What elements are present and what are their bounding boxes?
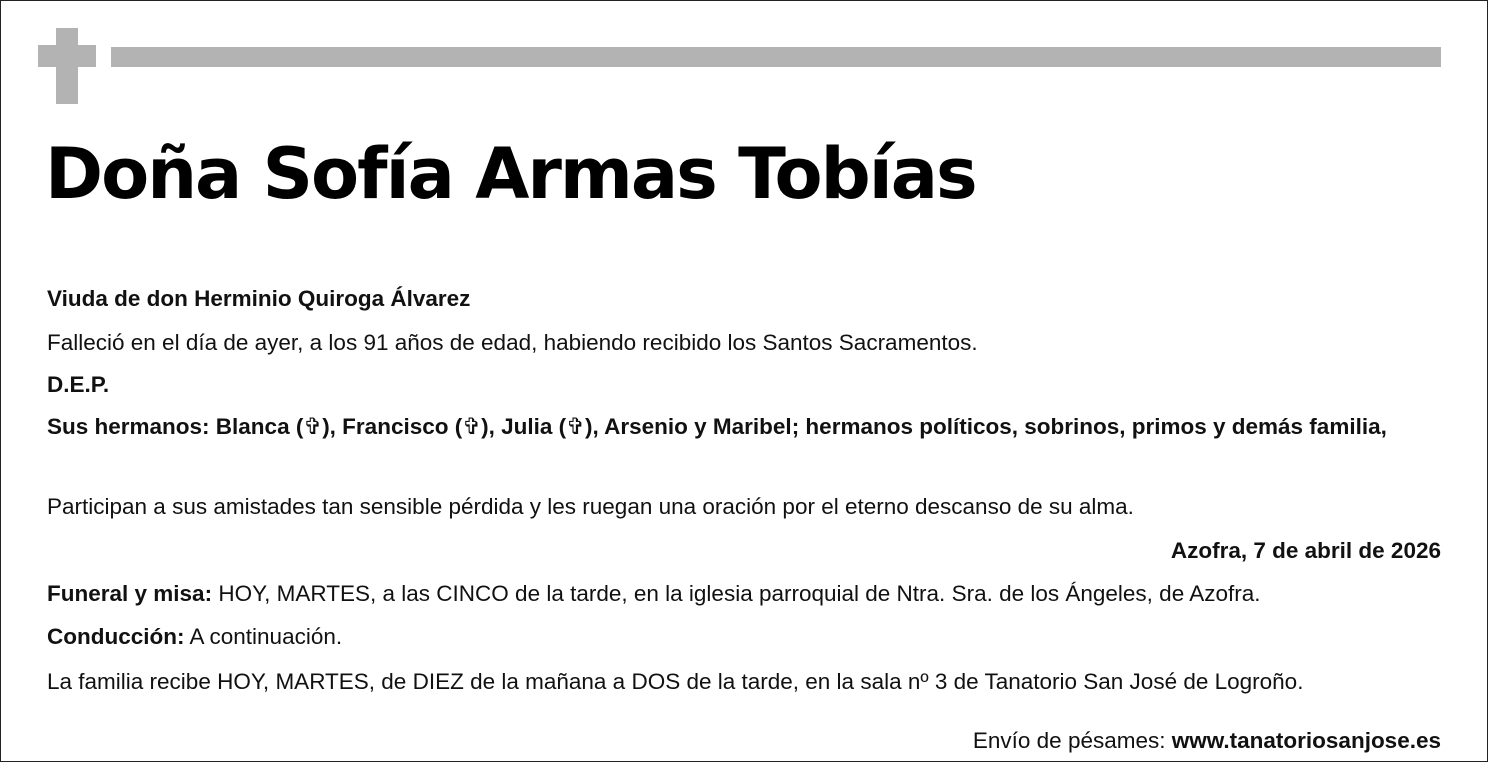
condolences-label: Envío de pésames:	[972, 728, 1172, 753]
sibling-text: Blanca (	[215, 414, 304, 439]
header-rule	[111, 47, 1441, 67]
dep-line: D.E.P.	[47, 372, 110, 397]
deceased-cross-icon: ✞	[566, 414, 585, 439]
widow-line: Viuda de don Herminio Quiroga Álvarez	[47, 286, 471, 311]
deceased-cross-icon: ✞	[462, 414, 482, 439]
condolences-link[interactable]: www.tanatoriosanjose.es	[1171, 728, 1441, 753]
deceased-cross-icon: ✞	[303, 414, 323, 439]
funeral-text: HOY, MARTES, a las CINCO de la tarde, en la iglesia parroquial de Ntra. Sra. de los Ángeles, de Azofra.	[212, 581, 1261, 606]
conduction-line	[47, 622, 342, 652]
cross-icon-arm	[38, 45, 96, 67]
family-line: La familia recibe HOY, MARTES, de DIEZ de la mañana a DOS de la tarde, en la sala nº 3 de Tanatorio San José de Logroño.	[47, 669, 1304, 694]
place-date: Azofra, 7 de abril de 2026	[1170, 538, 1441, 563]
deceased-name: Doña Sofía Armas Tobías	[45, 133, 976, 215]
participate-line: Participan a sus amistades tan sensible pérdida y les ruegan una oración por el eterno descanso de su alma.	[47, 494, 1134, 519]
siblings-paragraph	[47, 412, 1427, 441]
conduction-label: Conducción:	[47, 624, 185, 649]
funeral-label: Funeral y misa:	[47, 581, 213, 606]
condolences-footer	[973, 726, 1441, 756]
death-line: Falleció en el día de ayer, a los 91 años de edad, habiendo recibido los Santos Sacramentos.	[47, 330, 978, 355]
sibling-text: ), Arsenio y Maribel; hermanos políticos, sobrinos, primos y demás familia,	[584, 414, 1387, 439]
siblings-intro: Sus hermanos:	[47, 414, 216, 439]
sibling-text: ), Francisco (	[322, 414, 463, 439]
conduction-text: A continuación.	[184, 624, 343, 649]
funeral-line	[47, 579, 1261, 609]
sibling-text: ), Julia (	[481, 414, 567, 439]
